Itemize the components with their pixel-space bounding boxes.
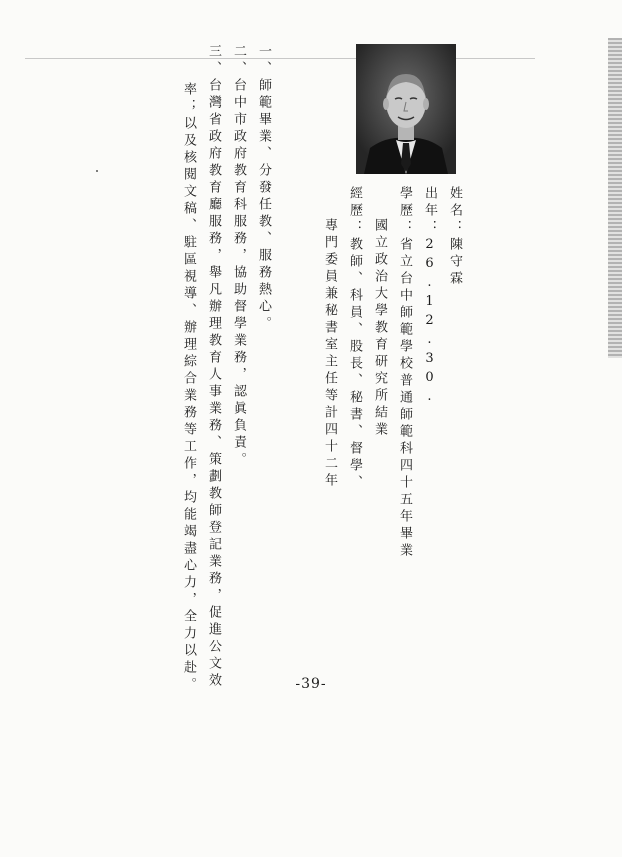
achievement-item-3-continuation: 率；以及核閱文稿、駐區視導、辦理綜合業務等工作，均能竭盡心力，全力以赴。 — [181, 82, 196, 694]
scan-edge-artifact — [608, 38, 622, 358]
item-text: 師範畢業、分發任教、服務熱心。 — [256, 78, 271, 333]
achievement-item-3 — [205, 44, 221, 690]
item-marker: 二、 — [231, 44, 246, 78]
achievement-item-1 — [255, 44, 271, 333]
name-line: 姓名：陳守霖 — [447, 186, 462, 288]
education-continuation: 國立政治大學教育研究所結業 — [372, 218, 387, 439]
item-text: 台中市政府教育科服務，協助督學業務，認眞負責。 — [231, 78, 246, 469]
experience-line: 經歷：教師、科員、股長、秘書、督學、 — [347, 186, 362, 492]
birth-line: 出年：26.12.30. — [422, 186, 437, 408]
item-marker: 一、 — [256, 44, 271, 78]
page-number: -39- — [295, 676, 327, 692]
experience-continuation: 專門委員兼秘書室主任等計四十二年 — [322, 218, 337, 490]
achievement-item-2 — [230, 44, 246, 469]
item-marker: 三、 — [206, 44, 221, 78]
education-line: 學歷：省立台中師範學校普通師範科四十五年畢業 — [397, 186, 412, 560]
item-text: 台灣省政府教育廳服務，舉凡辦理教育人事業務、策劃教師登記業務，促進公文效 — [206, 78, 221, 690]
scan-speck — [96, 170, 98, 172]
scan-line-artifact — [25, 58, 535, 59]
portrait-image — [356, 44, 456, 174]
portrait-photo — [356, 44, 456, 174]
